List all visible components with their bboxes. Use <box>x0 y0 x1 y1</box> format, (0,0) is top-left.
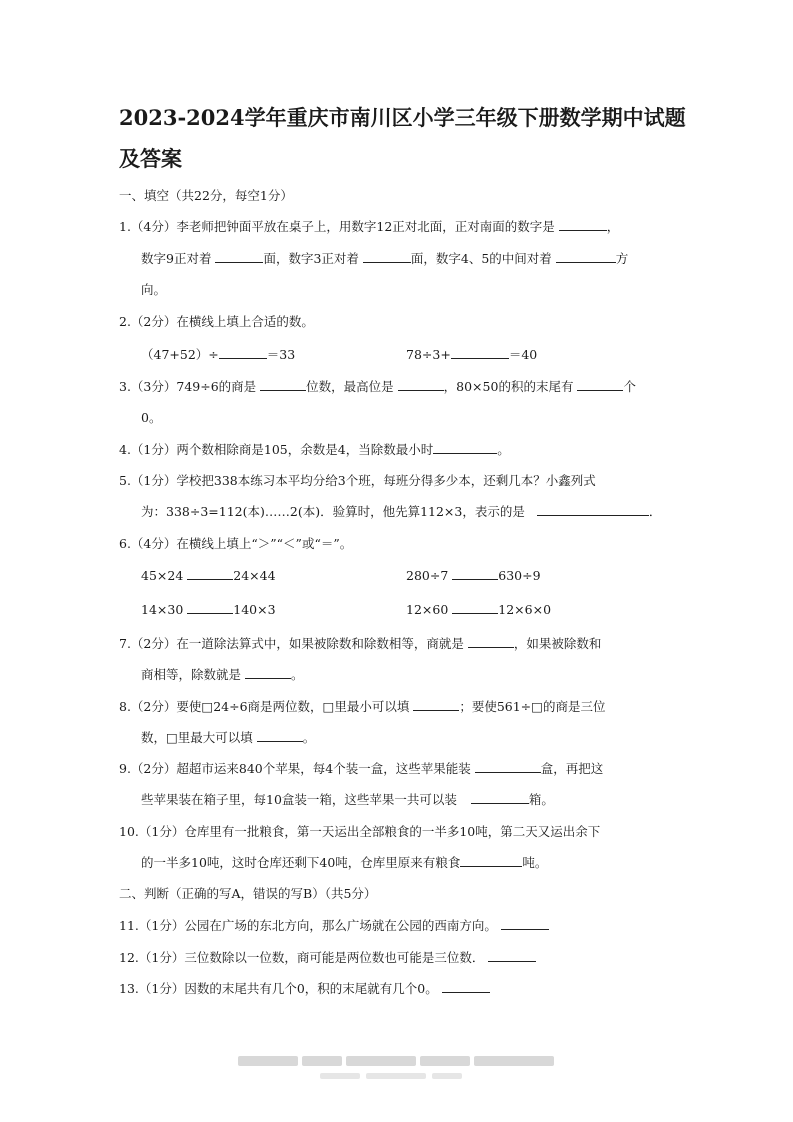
answer-blank[interactable] <box>260 378 306 391</box>
question-1-text: 面，数字3正对着 <box>263 251 359 266</box>
question-8-text: 数，□里最大可以填 <box>141 730 253 745</box>
question-3-text: 位数，最高位是 <box>306 379 394 394</box>
question-9-text: 箱。 <box>528 792 554 807</box>
expression-text: 12×60 <box>406 602 449 617</box>
answer-blank[interactable] <box>413 698 459 711</box>
question-9-text: 些苹果装在箱子里，每10盒装一箱，这些苹果一共可以装 <box>141 792 457 807</box>
section-fill-blank-heading: 一、填空（共22分，每空1分） <box>119 188 293 203</box>
question-10-text: 的一半多10吨，这时仓库还剩下40吨，仓库里原来有粮食 <box>141 855 461 870</box>
expression-text: 14×30 <box>141 602 184 617</box>
punctuation: ， <box>606 219 620 234</box>
question-4-text: 4.（1分）两个数相除商是105，余数是4，当除数最小时 <box>119 442 434 457</box>
question-2-left-expr <box>141 346 295 364</box>
question-9-line2 <box>141 791 554 809</box>
expression-text: 12×6×0 <box>498 602 552 617</box>
watermark-block <box>238 1056 298 1066</box>
answer-blank[interactable] <box>187 601 233 614</box>
question-1-text: 面，数字4、5的中间对着 <box>410 251 552 266</box>
section-true-false-heading: 二、判断（正确的写A，错误的写B）（共5分） <box>119 886 377 901</box>
answer-blank[interactable] <box>433 441 497 454</box>
expression-text: 280÷7 <box>406 568 449 583</box>
question-7-line2 <box>141 666 304 684</box>
question-9-text: 9.（2分）超超市运来840个苹果，每4个装一盒，这些苹果能装 <box>119 761 471 776</box>
question-1-line2 <box>141 250 628 268</box>
question-6-row2-left <box>141 601 276 619</box>
blurred-footer-watermark <box>238 1056 556 1070</box>
answer-blank[interactable] <box>442 980 490 993</box>
answer-blank[interactable] <box>475 760 541 773</box>
question-4-line1 <box>119 441 510 459</box>
answer-blank[interactable] <box>577 378 623 391</box>
answer-blank[interactable] <box>215 250 263 263</box>
question-12-text: 12.（1分）三位数除以一位数，商可能是两位数也可能是三位数． <box>119 950 485 965</box>
question-3-text: 3.（3分）749÷6的商是 <box>119 379 257 394</box>
question-9-line1 <box>119 760 603 778</box>
question-6-row1-right <box>406 567 541 585</box>
answer-blank[interactable] <box>537 503 649 516</box>
question-10-line1: 10.（1分）仓库里有一批粮食，第一天运出全部粮食的一半多10吨，第二天又运出余下 <box>119 824 601 839</box>
blurred-footer-watermark-2 <box>320 1073 470 1081</box>
question-13-text: 13.（1分）因数的末尾共有几个0，积的末尾就有几个0。 <box>119 981 438 996</box>
question-5-text: ． <box>648 504 662 519</box>
question-8-text: ；要使561÷□的商是三位 <box>459 699 606 714</box>
question-7-text: 。 <box>291 667 304 682</box>
question-8-text: 。 <box>302 730 316 745</box>
question-3-text: 个 <box>623 379 636 394</box>
answer-blank[interactable] <box>460 854 522 867</box>
answer-blank[interactable] <box>468 635 514 648</box>
answer-blank[interactable] <box>471 791 529 804</box>
question-8-line2 <box>141 729 315 747</box>
watermark-block <box>346 1056 416 1066</box>
question-3-line1 <box>119 378 636 396</box>
question-1-text: 1.（4分）李老师把钟面平放在桌子上，用数字12正对北面，正对南面的数字是 <box>119 219 555 234</box>
expression-text: 630÷9 <box>498 568 541 583</box>
answer-blank[interactable] <box>488 949 536 962</box>
answer-blank[interactable] <box>363 250 411 263</box>
question-8-text: 8.（2分）要使□24÷6商是两位数，□里最小可以填 <box>119 699 410 714</box>
question-5-line2 <box>141 503 661 521</box>
question-10-text: 吨。 <box>522 855 548 870</box>
expression-text: 45×24 <box>141 568 184 583</box>
answer-blank[interactable] <box>257 729 303 742</box>
watermark-block <box>474 1056 554 1066</box>
answer-blank[interactable] <box>398 378 444 391</box>
question-1-text: 数字9正对着 <box>141 251 212 266</box>
answer-blank[interactable] <box>559 218 607 231</box>
watermark-block <box>302 1056 342 1066</box>
answer-blank[interactable] <box>556 250 616 263</box>
question-7-line1 <box>119 635 601 653</box>
question-11-text: 11.（1分）公园在广场的东北方向，那么广场就在公园的西南方向。 <box>119 918 497 933</box>
expression-text: （47+52）÷ <box>141 347 219 362</box>
question-3-text: ，80×50的积的末尾有 <box>443 379 574 394</box>
watermark-block <box>432 1073 462 1079</box>
question-11 <box>119 917 549 935</box>
answer-blank[interactable] <box>245 666 291 679</box>
question-5-line1: 5.（1分）学校把338本练习本平均分给3个班，每班分得多少本，还剩几本？小鑫列式 <box>119 473 596 488</box>
watermark-block <box>366 1073 426 1079</box>
expression-text: 24×44 <box>233 568 276 583</box>
question-1-text: 方 <box>615 251 629 266</box>
question-3-line2: 0。 <box>141 410 162 425</box>
watermark-block <box>320 1073 360 1079</box>
answer-blank[interactable] <box>219 346 267 359</box>
exam-title-line1: 2023-2024学年重庆市南川区小学三年级下册数学期中试题 <box>119 105 686 130</box>
watermark-block <box>420 1056 470 1066</box>
question-2-right-expr <box>406 346 537 364</box>
answer-blank[interactable] <box>452 601 498 614</box>
question-7-text: ，如果被除数和 <box>513 636 602 651</box>
question-13 <box>119 980 490 998</box>
expression-text: 140×3 <box>233 602 276 617</box>
answer-blank[interactable] <box>187 567 233 580</box>
question-7-text: 7.（2分）在一道除法算式中，如果被除数和除数相等，商就是 <box>119 636 464 651</box>
question-6-line1: 6.（4分）在横线上填上“＞”“＜”或“＝”。 <box>119 536 353 551</box>
question-6-row1-left <box>141 567 276 585</box>
answer-blank[interactable] <box>451 346 509 359</box>
question-4-text: 。 <box>497 442 510 457</box>
question-10-line2 <box>141 854 547 872</box>
question-6-row2-right <box>406 601 551 619</box>
expression-text: 78÷3+ <box>406 347 451 362</box>
question-7-text: 商相等，除数就是 <box>141 667 242 682</box>
question-2-line1: 2.（2分）在横线上填上合适的数。 <box>119 314 314 329</box>
question-5-text: 为：338÷3=112(本)……2(本)．验算时，他先算112×3，表示的是 <box>141 504 525 519</box>
expression-text: ＝40 <box>508 347 538 362</box>
answer-blank[interactable] <box>452 567 498 580</box>
question-1-line3: 向。 <box>141 282 167 297</box>
question-1-line1 <box>119 218 619 236</box>
question-8-line1 <box>119 698 605 716</box>
answer-blank[interactable] <box>501 917 549 930</box>
question-9-text: 盒，再把这 <box>540 761 604 776</box>
question-12 <box>119 949 536 967</box>
exam-title-line2: 及答案 <box>119 146 182 171</box>
expression-text: ＝33 <box>266 347 296 362</box>
